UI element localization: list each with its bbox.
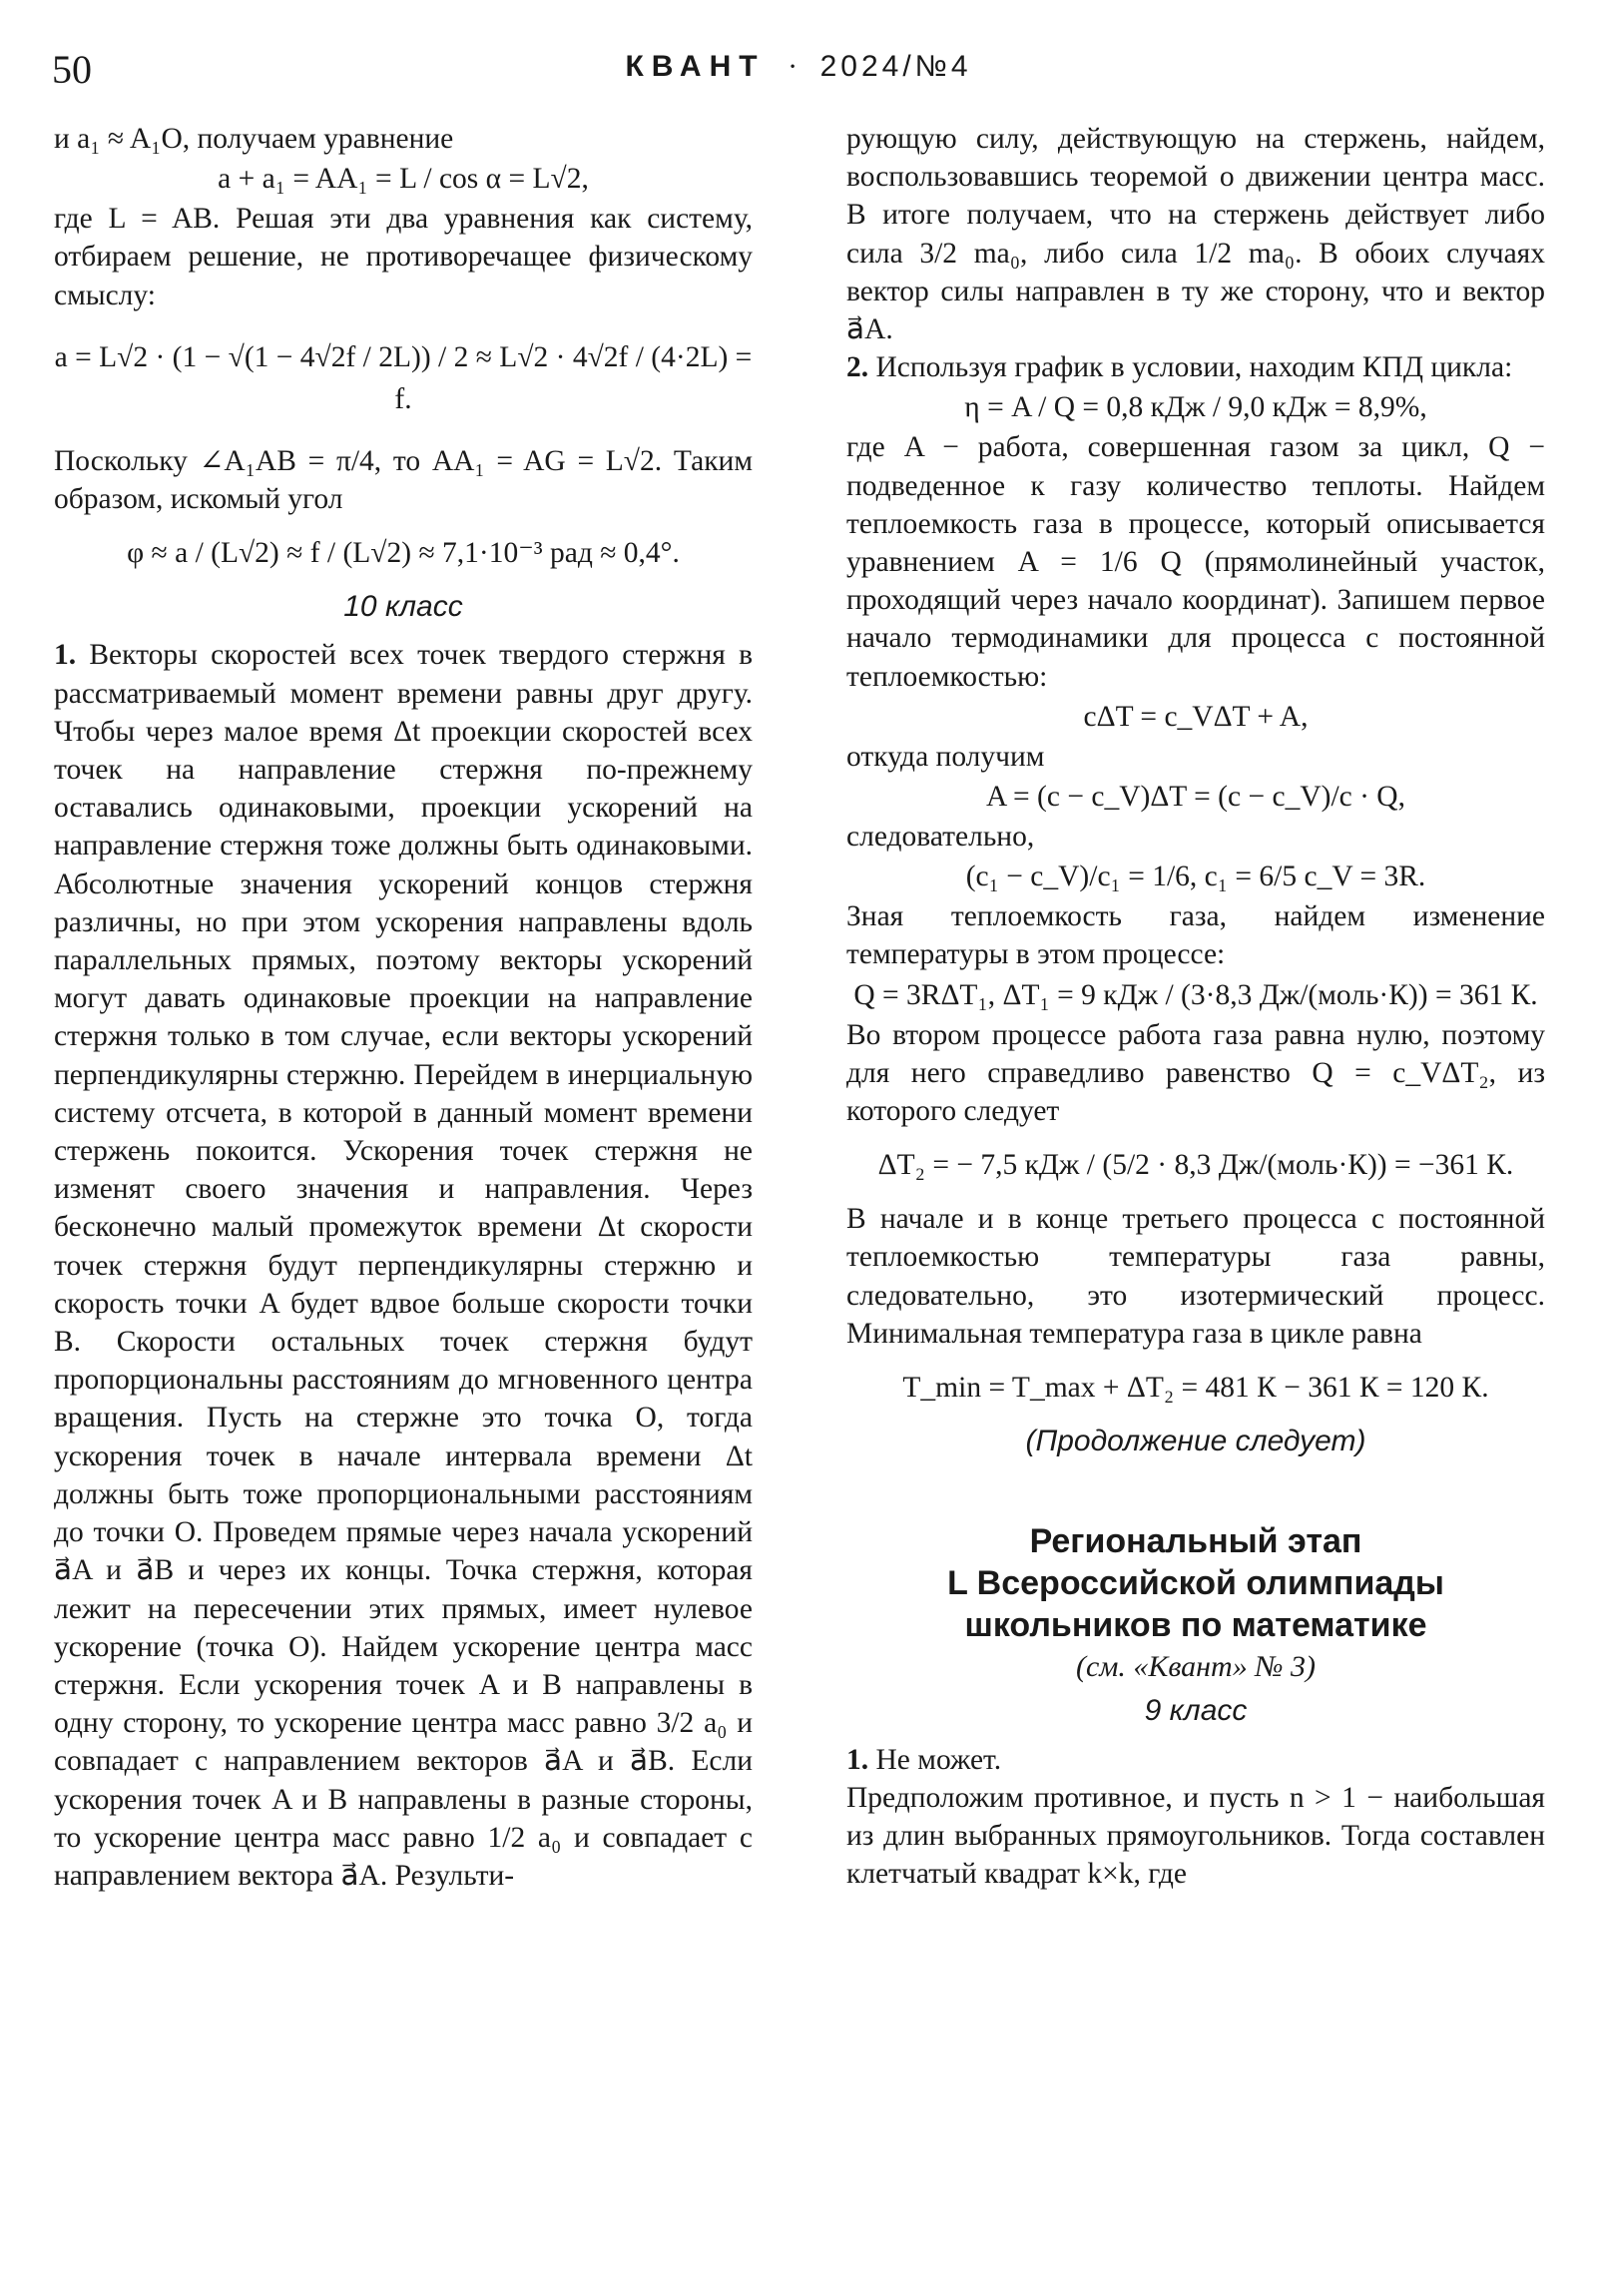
continued-note: (Продолжение следует) (1025, 1425, 1366, 1458)
paragraph-text: Используя график в условии, находим КПД цикла: (875, 351, 1513, 384)
formula: T_min = T_max + ΔT₂ = 481 К − 361 К = 120 К. (902, 1372, 1489, 1405)
paragraph-text: Не может. (875, 1743, 1002, 1776)
formula: A = (c − c_V)ΔT = (c − c_V)/c · Q, (985, 781, 1405, 814)
header-separator: · (788, 50, 798, 83)
section-heading: 10 класс (343, 590, 463, 624)
journal-title (0, 50, 1597, 84)
page-header (0, 46, 1597, 106)
paragraph: где L = AB. Решая эти два уравнения как систему, отбираем решение, не противоречащее физическому смыслу: (54, 203, 753, 311)
title-line: Региональный этап (1029, 1522, 1362, 1561)
title-line: школьников по математике (964, 1606, 1427, 1645)
paragraph: следовательно, (846, 821, 1035, 854)
formula: (c₁ − c_V)/c₁ = 1/6, c₁ = 6/5 c_V = 3R. (965, 861, 1426, 893)
left-column (54, 120, 753, 1895)
article-title (846, 1520, 1545, 1646)
paragraph: и a₁ ≈ A₁O, получаем уравнение (54, 123, 454, 155)
paragraph (846, 1741, 1545, 1779)
article-subtitle: (см. «Квант» № 3) (1075, 1650, 1316, 1684)
formula: cΔT = c_VΔT + A, (1083, 700, 1309, 733)
paragraph (846, 348, 1545, 386)
paragraph: откуда получим (846, 740, 1045, 773)
paragraph: В начале и в конце третьего процесса с постоянной теплоемкостью температуры газа равны, следовательно, это изотермический процесс. Минимальная температура газа в цикле равна (846, 1203, 1545, 1350)
paragraph: рующую силу, действующую на стержень, найдем, воспользовавшись теоремой о движении центра масс. В итоге получаем, что на стержень действует либо сила 3/2 ma₀, либо сила 1/2 ma₀. В обоих случаях вектор силы направлен в ту же сторону, что и вектор a⃗A. (846, 123, 1545, 346)
page-number: 50 (52, 47, 92, 92)
paragraph: Зная теплоемкость газа, найдем изменение температуры в этом процессе: (846, 900, 1545, 971)
section-heading: 9 класс (1144, 1694, 1248, 1728)
paragraph: где A − работа, совершенная газом за цикл, Q − подведенное к газу количество теплоты. Найдем теплоемкость газа в процессе, который описывается уравнением A = 1/6 Q (прямолинейный участок, проходящий через начало координат). Запишем первое начало термодинамики для процесса с постоянной теплоемкостью: (846, 431, 1545, 693)
problem-number: 1. (846, 1743, 869, 1776)
formula: η = A / Q = 0,8 кДж / 9,0 кДж = 8,9%, (964, 391, 1427, 424)
paragraph: Поскольку ∠A₁AB = π/4, то AA₁ = AG = L√2. Таким образом, искомый угол (54, 444, 753, 516)
formula: a = L√2 · (1 − √(1 − 4√2f / 2L)) / 2 ≈ L√2 · 4√2f / (4·2L) = f. (54, 340, 753, 415)
right-column (846, 120, 1545, 1894)
formula: ΔT₂ = − 7,5 кДж / (5/2 · 8,3 Дж/(моль·К)) = −361 К. (877, 1149, 1514, 1182)
formula: φ ≈ a / (L√2) ≈ f / (L√2) ≈ 7,1·10⁻³ рад ≈ 0,4°. (127, 537, 680, 570)
paragraph (54, 636, 753, 1895)
journal-issue: 2024/№4 (819, 50, 972, 83)
formula: Q = 3RΔT₁, ΔT₁ = 9 кДж / (3·8,3 Дж/(моль·К)) = 361 К. (853, 978, 1538, 1011)
problem-number: 1. (54, 639, 77, 672)
paragraph: Во втором процессе работа газа равна нулю, поэтому для него справедливо равенство Q = c_VΔT₂, из которого следует (846, 1018, 1545, 1128)
title-line: L Всероссийской олимпиады (947, 1564, 1444, 1603)
paragraph: Предположим противное, и пусть n > 1 − наибольшая из длин выбранных прямоугольников. Тогда составлен клетчатый квадрат k×k, где (846, 1781, 1545, 1891)
formula: a + a₁ = AA₁ = L / cos α = L√2, (218, 163, 589, 196)
problem-number: 2. (846, 351, 869, 384)
paragraph-text: Векторы скоростей всех точек твердого стержня в рассматриваемый момент времени равны друг другу. Чтобы через малое время Δt проекции скоростей всех точек на направление стержня по-прежнему оставались одинаковыми, проекции ускорений на направление стержня тоже должны быть одинаковыми. Абсолютные значения ускорений концов стержня различны, но при этом ускорения направлены вдоль параллельных прямых, поэтому векторы ускорений могут давать одинаковые проекции на направление стержня только в том случае, если векторы ускорений перпендикулярны стержню. Перейдем в инерциальную систему отсчета, в которой в данный момент времени стержень покоится. Ускорения точек стержня не изменят своего значения и направления. Через бесконечно малый промежуток времени Δt скорости точек стержня будут перпендикулярны стержню и скорость точки A будет вдвое больше скорости точки B. Скорости остальных точек стержня будут пропорциональны расстояниям до мгновенного центра вращения. Пусть на стержне это точка O, тогда ускорения точек в начале интервала времени Δt должны быть тоже пропорциональными расстояниям до точки O. Проведем прямые через начала ускорений a⃗A и a⃗B и через их концы. Точка стержня, которая лежит на пересечении этих прямых, имеет нулевое ускорение (точка O). Найдем ускорение центра масс стержня. Если ускорения точек A и B направлены в одну сторону, то ускорение центра масс равно 3/2 a₀ и совпадает с направлением векторов a⃗A и a⃗B. Если ускорения точек A и B направлены в разные стороны, то ускорение центра масс равно 1/2 a₀ и совпадает с направлением вектора a⃗A. Результи- (54, 639, 753, 1892)
journal-name: КВАНТ (625, 50, 766, 83)
